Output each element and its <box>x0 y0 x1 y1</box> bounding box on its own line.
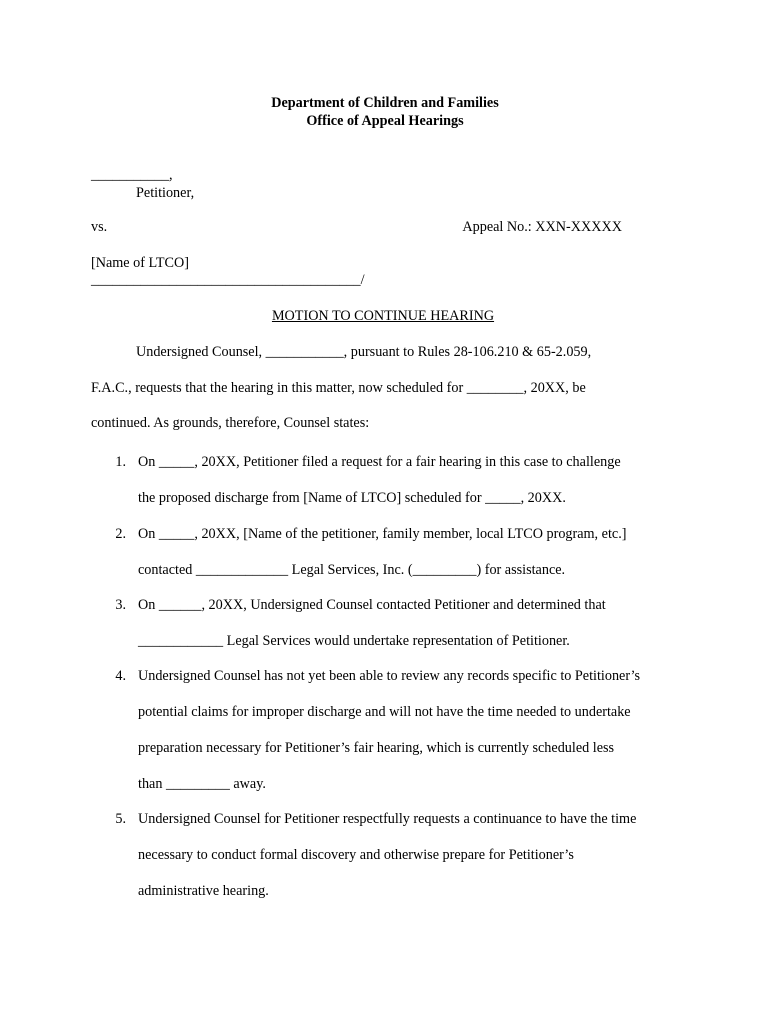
item-4-line-3: preparation necessary for Petitioner’s fair hearing, which is currently scheduled less <box>138 740 615 756</box>
motion-title: MOTION TO CONTINUE HEARING <box>271 308 495 324</box>
item-5-line-1: Undersigned Counsel for Petitioner respectfully requests a continuance to have the time <box>138 811 637 827</box>
item-2-line-1: On _____, 20XX, [Name of the petitioner, family member, local LTCO program, etc.] <box>138 526 627 542</box>
department-heading: Department of Children and Families <box>271 95 499 111</box>
appeal-number: Appeal No.: XXN-XXXXX <box>462 219 622 235</box>
item-1-line-2: the proposed discharge from [Name of LTCO] scheduled for _____, 20XX. <box>138 490 566 506</box>
item-5-line-2: necessary to conduct formal discovery and otherwise prepare for Petitioner’s <box>138 847 574 863</box>
respondent-name: [Name of LTCO] <box>91 255 189 271</box>
item-2-line-2: contacted _____________ Legal Services, Inc. (_________) for assistance. <box>138 562 566 578</box>
item-number: 5. <box>115 811 126 827</box>
item-3-line-2: ____________ Legal Services would undertake representation of Petitioner. <box>138 633 570 649</box>
caption-divider-line: ______________________________________/ <box>91 272 365 288</box>
item-number: 2. <box>115 526 126 542</box>
item-1-line-1: On _____, 20XX, Petitioner filed a request for a fair hearing in this case to challenge <box>138 454 621 470</box>
item-5-line-3: administrative hearing. <box>138 883 269 899</box>
item-3-line-1: On ______, 20XX, Undersigned Counsel contacted Petitioner and determined that <box>138 597 606 613</box>
item-4-line-4: than _________ away. <box>138 776 266 792</box>
petitioner-blank: ___________, <box>91 167 173 183</box>
item-number: 1. <box>115 454 126 470</box>
intro-line-2: F.A.C., requests that the hearing in this matter, now scheduled for ________, 20XX, be <box>91 380 586 396</box>
petitioner-label: Petitioner, <box>136 185 195 201</box>
versus-label: vs. <box>91 219 108 235</box>
item-number: 4. <box>115 668 126 684</box>
item-4-line-2: potential claims for improper discharge and will not have the time needed to undertake <box>138 704 631 720</box>
intro-line-1: Undersigned Counsel, ___________, pursuant to Rules 28-106.210 & 65-2.059, <box>136 344 592 360</box>
item-4-line-1: Undersigned Counsel has not yet been able to review any records specific to Petitioner’s <box>138 668 641 684</box>
item-number: 3. <box>115 597 126 613</box>
intro-line-3: continued. As grounds, therefore, Counsel states: <box>91 415 370 431</box>
office-heading: Office of Appeal Hearings <box>306 113 464 129</box>
